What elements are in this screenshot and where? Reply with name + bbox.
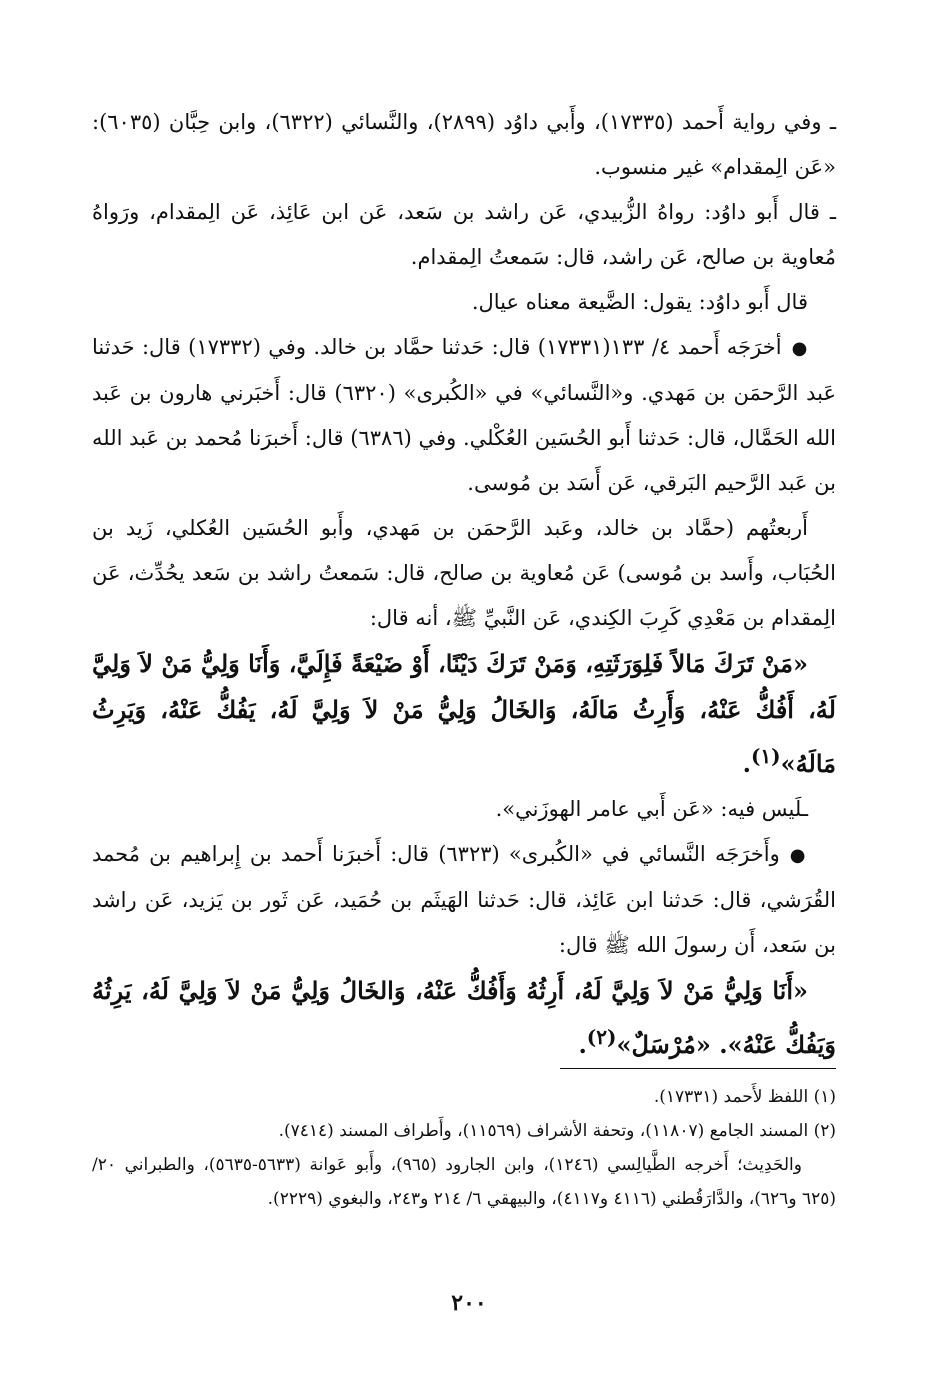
footnote-ref-2[interactable]: (٢) bbox=[586, 1025, 617, 1049]
quote-end: . bbox=[578, 1030, 587, 1059]
page-number: ٢٠٠ bbox=[451, 1290, 487, 1316]
paragraph-text: قال أَبو داوُد: يقول: الضَّيعة معناه عيال. bbox=[471, 290, 808, 314]
footnote-2-continuation: والحَدِيث؛ أَخرجه الطَّيالِسي (١٢٤٦)، وابن الجارود (٩٦٥)، وأَبو عَوانة (٥٦٣٣-٥٦٣٥)، والطبراني ٢٠/ (٦٢٥ و٦٢٦)، والدَّارَقُطني (٤١١٦ و٤١١٧)، والبيهقي ٦/ ٢١٤ و٢٤٣، والبغوي (٢٢٢٩). bbox=[92, 1155, 836, 1209]
footnote-1: (١) اللفظ لأَحمد (١٧٣٣١). bbox=[653, 1087, 836, 1107]
paragraph-8 bbox=[92, 832, 836, 968]
paragraph-text: أَربعتُهم (حمَّاد بن خالد، وعَبد الرَّحمَن بن مَهدي، وأَبو الحُسَين العُكلي، زَيد بن الحُبَاب، وأَسد بن مُوسى) عَن مُعاوية بن صالح، قال: سَمعتُ راشد بن سَعد يحُدِّث، عَن الِمقدام بن مَعْدِي كَرِبَ الكِندي، عَن النَّبيِّ ﷺ، أنه قال: bbox=[92, 516, 836, 630]
footnotes bbox=[92, 1080, 836, 1216]
quote-text: «مَنْ تَرَكَ مَالاً فَلِوَرَثَتِهِ، وَمَنْ تَرَكَ دَيْنًا، أَوْ ضَيْعَةً فَإِلَيَّ، وَأَنَا وَلِيُّ مَنْ لاَ وَلِيَّ لَهُ، أَفُكُّ عَنْهُ، وَأَرِثُ مَالَهُ، وَالخَالُ وَلِيُّ مَنْ لاَ وَلِيَّ لَهُ، يَفُكُّ عَنْهُ، وَيَرِثُ مَالَهُ» bbox=[92, 649, 836, 778]
bullet-icon: ● bbox=[791, 338, 808, 359]
hadith-quote-2 bbox=[92, 968, 836, 1068]
paragraph-text: ـ وفي رواية أَحمد (١٧٣٣٥)، وأَبي داوُد (٢٨٩٩)، والنَّسائي (٦٣٢٢)، وابن حِبَّان (٦٠٣٥): «عَن الِمقدام» غير منسوب. bbox=[92, 110, 836, 179]
main-text bbox=[92, 100, 836, 1068]
paragraph-3 bbox=[92, 280, 836, 325]
paragraph-text: أخرَجَه أَحمد ٤/ ١٣٣(١٧٣٣١) قال: حَدثنا حمَّاد بن خالد. وفي (١٧٣٣٢) قال: حَدثنا عَبد الرَّحمَن بن مَهدي. و«النَّسائي» في «الكُبرى» (٦٣٢٠) قال: أَخبَرني هارون بن عَبد الله الحَمَّال، قال: حَدثنا أَبو الحُسَين العُكْلي. وفي (٦٣٨٦) قال: أَخبرَنا مُحمد بن عَبد الله بن عَبد الرَّحيم البَرقي، عَن أَسَد بن مُوسى. bbox=[92, 335, 837, 495]
paragraph-1 bbox=[92, 100, 836, 190]
footnote-2: (٢) المسند الجامع (١١٨٠٧)، وتحفة الأشراف (١١٥٦٩)، وأَطراف المسند (٧٤١٤). bbox=[278, 1121, 836, 1141]
footnote-divider bbox=[560, 1068, 836, 1069]
paragraph-4 bbox=[92, 325, 836, 506]
paragraph-2 bbox=[92, 190, 836, 280]
hadith-quote-1 bbox=[92, 641, 836, 787]
paragraph-text: وأَخرَجَه النَّسائي في «الكُبرى» (٦٣٢٣) قال: أَخبرَنا أَحمد بن إِبراهيم بن مُحمد القُرَشي، قال: حَدثنا ابن عَائِذ، قال: حَدثنا الهَيثَم بن حُمَيد، عَن ثَور بن يَزيد، عَن راشد بن سَعد، أَن رسولَ الله ﷺ قال: bbox=[92, 842, 836, 957]
paragraph-text: ـلَيس فيه: «عَن أَبي عامر الهوزَني». bbox=[495, 797, 808, 821]
quote-text: «أَنَا وَلِيُّ مَنْ لاَ وَلِيَّ لَهُ، أَرِثُهُ وَأَفُكُّ عَنْهُ، وَالخَالُ وَلِيُّ مَنْ لاَ وَلِيَّ لَهُ، يَرِثُهُ وَيَفُكُّ عَنْهُ». «مُرْسَلٌ» bbox=[92, 976, 836, 1059]
footnote-ref-1[interactable]: (١) bbox=[750, 744, 781, 768]
quote-end: . bbox=[742, 749, 751, 778]
paragraph-7 bbox=[92, 787, 836, 832]
bullet-icon: ● bbox=[789, 845, 808, 866]
paragraph-text: ـ قال أَبو داوُد: رواهُ الزُّبيدي، عَن راشد بن سَعد، عَن ابن عَائِذ، عَن الِمقدام، ورَواهُ مُعاوية بن صالح، عَن راشد، قال: سَمعتُ الِمقدام. bbox=[92, 200, 836, 269]
paragraph-5 bbox=[92, 506, 836, 641]
